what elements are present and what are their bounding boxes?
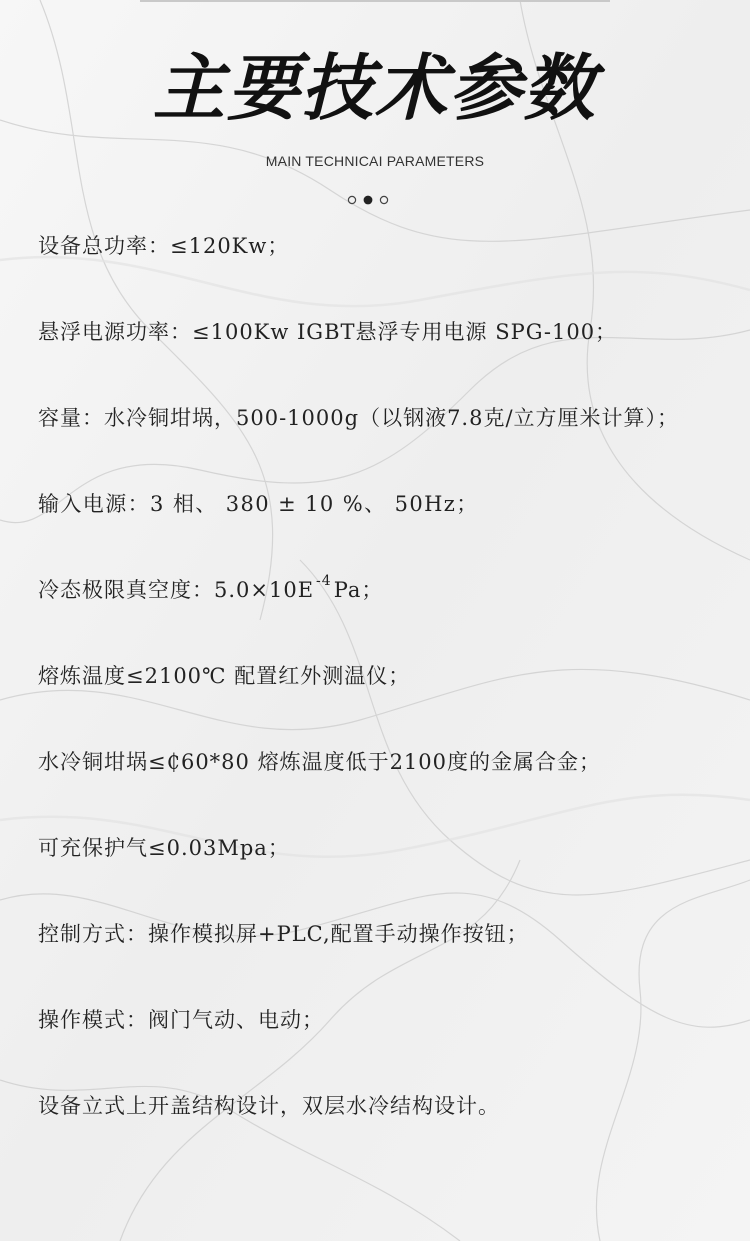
- pager-dot: [348, 196, 355, 203]
- pager-dot-active: [364, 196, 373, 205]
- spec-item-input-power: 输入电源：3 相、 380 ± 10 %、 50Hz；: [38, 492, 479, 516]
- pager-dot: [380, 196, 387, 203]
- spec-item-vacuum: [38, 571, 710, 609]
- spec-item-total-power: 设备总功率：≤120Kw；: [38, 234, 290, 258]
- spec-item-melting-temp: 熔炼温度≤2100℃ 配置红外测温仪；: [38, 664, 411, 688]
- spec-item-capacity: 容量：水冷铜坩埚，500-1000g（以钢液7.8克/立方厘米计算）；: [38, 406, 680, 430]
- spec-item-operation-mode: 操作模式：阀门气动、电动；: [38, 1008, 324, 1032]
- page-title: 主要技术参数: [152, 46, 597, 130]
- spec-list: [38, 227, 710, 1173]
- spec-vacuum-unit: Pa；: [333, 578, 384, 602]
- page-subtitle: MAIN TECHNICAI PARAMETERS: [265, 153, 485, 169]
- spec-item-crucible: 水冷铜坩埚≤₵60*80 熔炼温度低于2100度的金属合金；: [38, 750, 602, 774]
- spec-item-structure: 设备立式上开盖结构设计，双层水冷结构设计。: [38, 1094, 500, 1118]
- top-divider-line: [140, 0, 610, 2]
- pager-dots: [343, 192, 393, 208]
- spec-vacuum-exponent: -4: [316, 573, 332, 589]
- spec-item-control-mode: 控制方式：操作模拟屏+PLC,配置手动操作按钮；: [38, 922, 529, 946]
- spec-item-levitation-power: 悬浮电源功率：≤100Kw IGBT悬浮专用电源 SPG-100；: [38, 320, 618, 344]
- spec-item-protective-gas: 可充保护气≤0.03Mpa；: [38, 836, 290, 860]
- spec-vacuum-base: 冷态极限真空度：5.0×10E: [38, 578, 315, 602]
